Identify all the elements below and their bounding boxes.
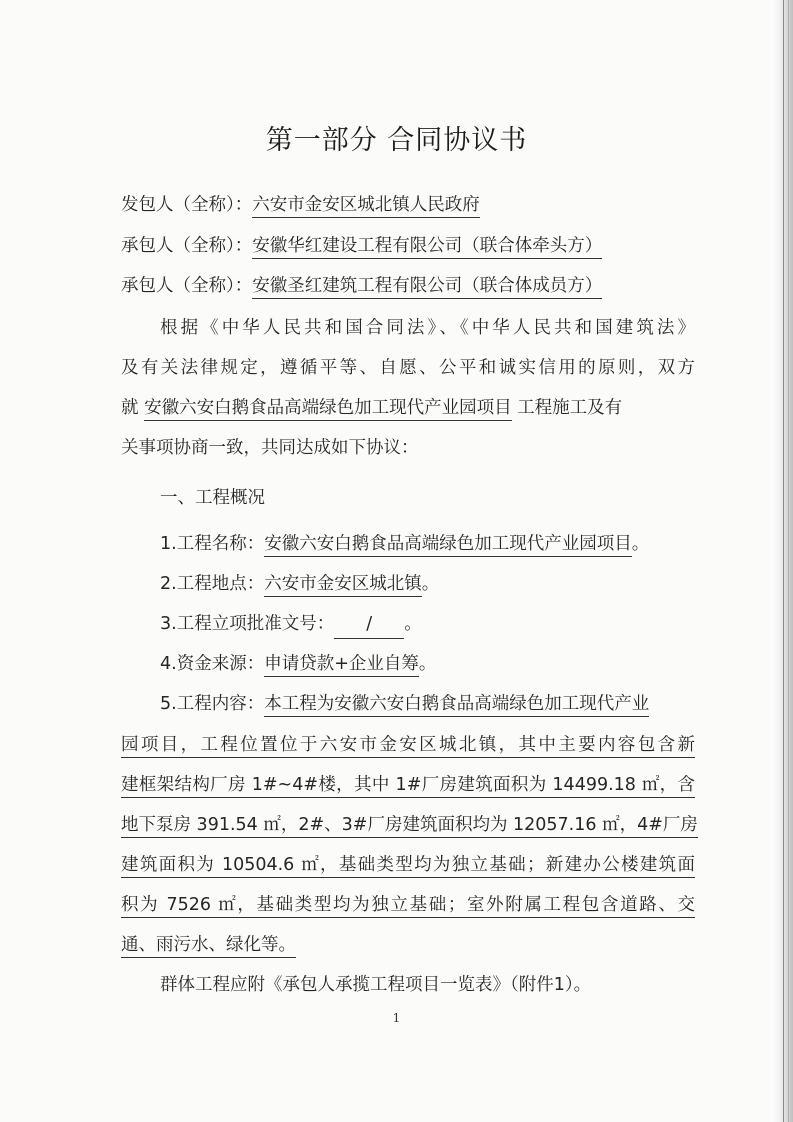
content-text: 通、雨污水、绿化等。: [121, 935, 296, 958]
page-number: 1: [392, 1011, 401, 1025]
item-label: 2.工程地点：: [160, 574, 265, 594]
section-heading: 一、工程概况: [160, 488, 265, 508]
item-value: /: [334, 612, 404, 639]
content-line: [121, 773, 695, 797]
item-end: 。: [631, 534, 650, 554]
party-label: 承包人（全称）：: [121, 236, 253, 256]
content-line: [121, 933, 296, 957]
group-note: 群体工程应附《承包人承揽工程项目一览表》（附件1）。: [160, 975, 592, 995]
party-label: 发包人（全称）：: [121, 195, 253, 215]
scan-edge-line: [788, 0, 789, 1122]
item-fund-source: [160, 652, 436, 676]
content-text: 地下泵房 391.54 ㎡，2#、3#厂房建筑面积均为 12057.16 ㎡，4#厂房: [121, 815, 698, 838]
content-line: [121, 813, 698, 837]
item-approval-number: [160, 612, 422, 639]
party-contractor-lead: [121, 234, 602, 258]
party-employer: [121, 193, 480, 217]
item-label: 3.工程立项批准文号：: [160, 614, 335, 634]
item-end: 。: [421, 574, 440, 594]
item-label: 4.资金来源：: [160, 654, 265, 674]
item-label: 1.工程名称：: [160, 534, 265, 554]
intro-prefix: 就: [121, 398, 139, 418]
item-label: 5.工程内容：: [160, 694, 265, 714]
item-end: 。: [404, 614, 422, 634]
item-project-location: [160, 572, 439, 596]
intro-line-3: [121, 396, 622, 420]
party-label: 承包人（全称）：: [121, 276, 253, 296]
content-text: 园项目，工程位置位于六安市金安区城北镇，其中主要内容包含新: [121, 735, 695, 758]
intro-line-2: 及有关法律规定，遵循平等、自愿、公平和诚实信用的原则，双方: [121, 358, 695, 378]
content-line: [121, 853, 695, 877]
party-value: 安徽华红建设工程有限公司（联合体牵头方）: [252, 236, 602, 259]
party-value: 六安市金安区城北镇人民政府: [252, 195, 480, 218]
intro-line-1: 根据《中华人民共和国合同法》、《中华人民共和国建筑法》: [160, 318, 695, 338]
item-content: [160, 692, 649, 716]
intro-suffix: 工程施工及有: [517, 398, 623, 418]
scan-edge-shadow: [771, 0, 793, 1122]
content-line: 本工程为安徽六安白鹅食品高端绿色加工现代产业: [264, 694, 649, 717]
content-text: 积为 7526 ㎡，基础类型均为独立基础；室外附属工程包含道路、交: [121, 895, 695, 918]
intro-line-4: 关事项协商一致，共同达成如下协议：: [121, 438, 419, 458]
party-contractor-member: [121, 274, 602, 298]
party-value: 安徽圣红建筑工程有限公司（联合体成员方）: [252, 276, 602, 299]
content-text: 建框架结构厂房 1#~4#楼，其中 1#厂房建筑面积为 14499.18 ㎡，含: [121, 775, 695, 798]
page-title: 第一部分 合同协议书: [265, 125, 528, 156]
item-value: 六安市金安区城北镇: [264, 574, 422, 597]
content-line: [121, 893, 695, 917]
item-project-name: [160, 532, 649, 556]
item-value: 安徽六安白鹅食品高端绿色加工现代产业园项目: [264, 534, 632, 557]
item-end: 。: [418, 654, 437, 674]
scan-edge-line: [783, 0, 784, 1122]
content-text: 建筑面积为 10504.6 ㎡，基础类型均为独立基础；新建办公楼建筑面: [121, 855, 695, 878]
project-name: 安徽六安白鹅食品高端绿色加工现代产业园项目: [144, 398, 512, 421]
content-line: [121, 733, 695, 757]
item-value: 申请贷款+企业自筹: [264, 654, 419, 677]
